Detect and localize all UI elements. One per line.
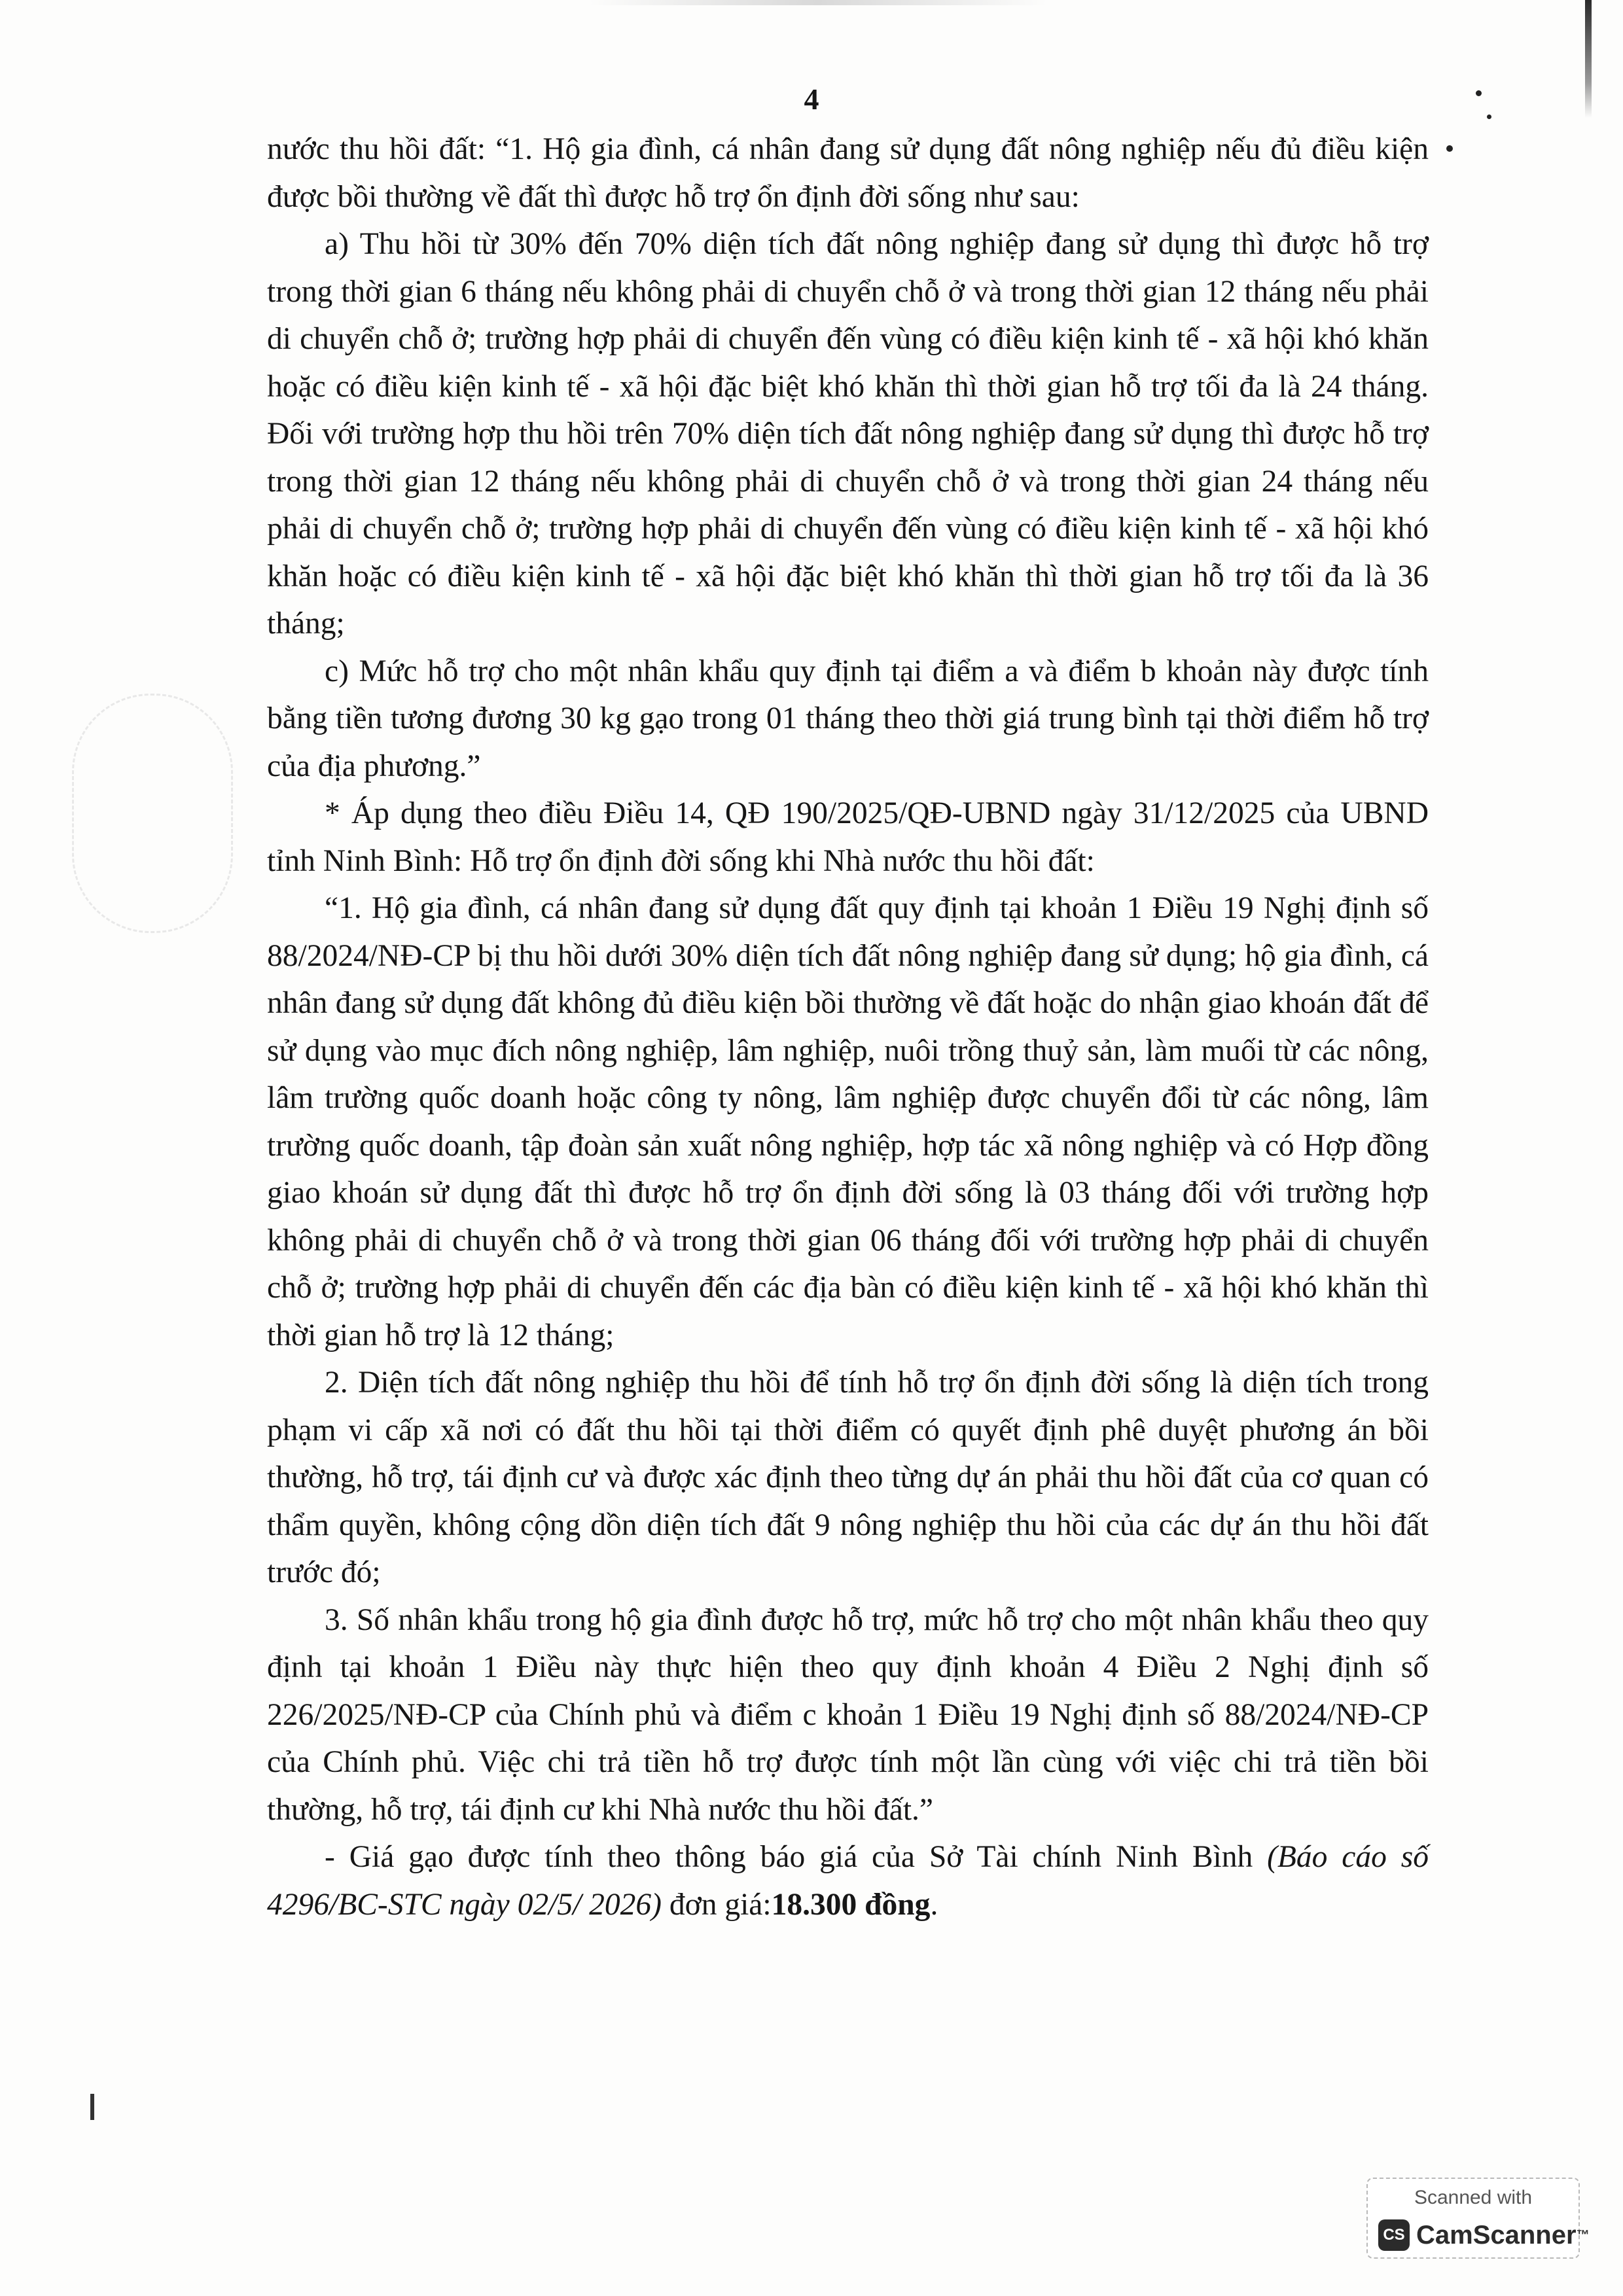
page-number: 4 xyxy=(804,82,819,116)
paragraph xyxy=(267,1597,1429,1834)
paragraph-text: “1. Hộ gia đình, cá nhân đang sử dụng đất quy định tại khoản 1 Điều 19 Nghị định số 88/2024/NĐ-CP bị thu hồi dưới 30% diện tích đất nông nghiệp đang sử dụng; hộ gia đình, cá nhân đang sử dụng đất không đủ điều kiện bồi thường về đất hoặc do nhận giao khoán đất để sử dụng vào mục đích nông nghiệp, lâm nghiệp, nuôi trồng thuỷ sản, làm muối từ các nông, lâm trường quốc doanh hoặc công ty nông, lâm nghiệp được chuyển đổi từ các nông, lâm trường quốc doanh, tập đoàn sản xuất nông nghiệp, hợp tác xã nông nghiệp và có Hợp đồng giao khoán sử dụng đất thì được hỗ trợ ổn định đời sống là 03 tháng đối với trường hợp không phải di chuyển chỗ ở và trong thời gian 06 tháng đối với trường hợp phải di chuyển chỗ ở; trường hợp phải di chuyển đến các địa bàn có điều kiện kinh tế - xã hội khó khăn thì thời gian hỗ trợ là 12 tháng; xyxy=(267,891,1429,1352)
paragraph xyxy=(267,126,1429,221)
paragraph xyxy=(267,885,1429,1359)
paragraph xyxy=(267,790,1429,885)
paragraph-text-bold: 18.300 đồng xyxy=(771,1887,931,1922)
scan-margin-mark xyxy=(90,2094,94,2120)
watermark-brand xyxy=(1416,2219,1590,2251)
paragraph-text: nước thu hồi đất: “1. Hộ gia đình, cá nhân đang sử dụng đất nông nghiệp nếu đủ điều kiện được bồi thường về đất thì được hỗ trợ ổn định đời sống như sau: xyxy=(267,132,1429,214)
paragraph-text: đơn giá: xyxy=(661,1887,772,1922)
watermark-trademark: ™ xyxy=(1576,2228,1590,2242)
paragraph-text: 2. Diện tích đất nông nghiệp thu hồi để tính hỗ trợ ổn định đời sống là diện tích trong phạm vi cấp xã nơi có đất thu hồi tại thời điểm có quyết định phê duyệt phương án bồi thường, hỗ trợ, tái định cư và được xác định theo từng dự án phải thu hồi đất của cơ quan có thẩm quyền, không cộng dồn diện tích đất 9 nông nghiệp thu hồi của các dự án thu hồi đất trước đó; xyxy=(267,1366,1429,1589)
paragraph-text: a) Thu hồi từ 30% đến 70% diện tích đất nông nghiệp đang sử dụng thì được hỗ trợ trong thời gian 6 tháng nếu không phải di chuyển chỗ ở và trong thời gian 12 tháng nếu phải di chuyển chỗ ở; trường hợp phải di chuyển đến vùng có điều kiện kinh tế - xã hội khó khăn hoặc có điều kiện kinh tế - xã hội đặc biệt khó khăn thì thời gian hỗ trợ tối đa là 24 tháng. Đối với trường hợp thu hồi trên 70% diện tích đất nông nghiệp đang sử dụng thì được hỗ trợ trong thời gian 12 tháng nếu không phải di chuyển chỗ ở và trong thời gian 24 tháng nếu phải di chuyển chỗ ở; trường hợp phải di chuyển đến vùng có điều kiện kinh tế - xã hội khó khăn hoặc có điều kiện kinh tế - xã hội đặc biệt khó khăn thì thời gian hỗ trợ tối đa là 36 tháng; xyxy=(267,227,1429,641)
paragraph-text: . xyxy=(930,1887,938,1922)
document-body xyxy=(267,126,1429,1928)
paragraph xyxy=(267,648,1429,790)
paragraph-text: * Áp dụng theo điều Điều 14, QĐ 190/2025/QĐ-UBND ngày 31/12/2025 của UBND tỉnh Ninh Bình: Hỗ trợ ổn định đời sống khi Nhà nước thu hồi đất: xyxy=(267,796,1429,878)
paragraph-text-italic: (Báo cáo số 4296/BC-STC ngày 02/5/ 2026) xyxy=(267,1840,1429,1922)
watermark-caption: Scanned with xyxy=(1414,2187,1533,2208)
paragraph xyxy=(267,1359,1429,1597)
scan-speck xyxy=(1446,145,1453,152)
paragraph xyxy=(267,221,1429,648)
scan-edge-top xyxy=(589,0,1047,5)
camscanner-watermark xyxy=(1366,2178,1590,2259)
paragraph xyxy=(267,1833,1429,1928)
paragraph-text: - Giá gạo được tính theo thông báo giá của Sở Tài chính Ninh Bình xyxy=(325,1840,1268,1874)
watermark-brand-name: CamScanner xyxy=(1416,2221,1577,2250)
faint-stamp-bleed xyxy=(72,694,233,933)
camscanner-logo-icon: CS xyxy=(1378,2219,1410,2251)
paragraph-text: 3. Số nhân khẩu trong hộ gia đình được hỗ trợ, mức hỗ trợ cho một nhân khẩu theo quy định tại khoản 1 Điều này thực hiện theo quy định khoản 4 Điều 2 Nghị định số 226/2025/NĐ-CP của Chính phủ và điểm c khoản 1 Điều 19 Nghị định số 88/2024/NĐ-CP của Chính phủ. Việc chi trả tiền hỗ trợ được tính một lần cùng với việc chi trả tiền bồi thường, hỗ trợ, tái định cư khi Nhà nước thu hồi đất.” xyxy=(267,1602,1429,1827)
paragraph-text: c) Mức hỗ trợ cho một nhân khẩu quy định tại điểm a và điểm b khoản này được tính bằng tiền tương đương 30 kg gạo trong 01 tháng theo thời giá trung bình tại thời điểm hỗ trợ của địa phương.” xyxy=(267,654,1429,783)
